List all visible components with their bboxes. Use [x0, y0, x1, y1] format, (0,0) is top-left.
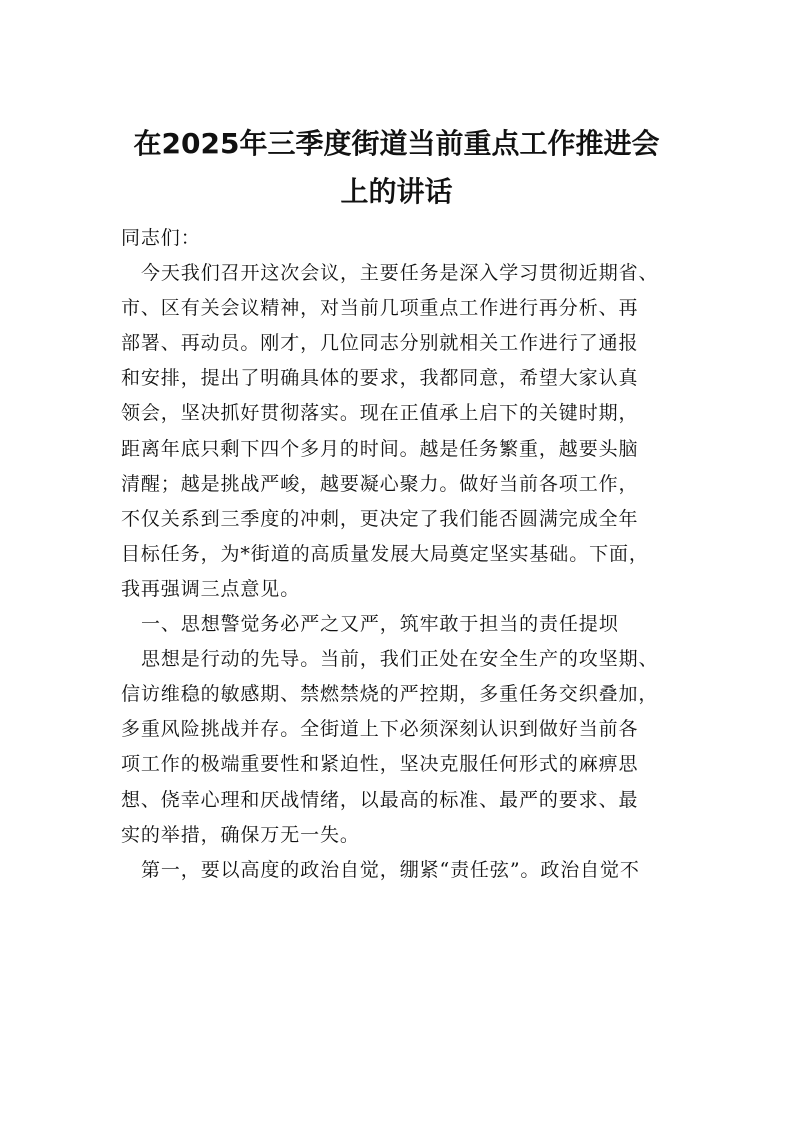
- text-line: 一、思想警觉务必严之又严，筑牢敢于担当的责任提坝: [141, 613, 619, 636]
- text-line: 信访维稳的敏感期、禁燃禁烧的严控期，多重任务交织叠加，: [121, 683, 659, 706]
- text-line: 和安排，提出了明确具体的要求，我都同意，希望大家认真: [121, 367, 639, 390]
- text-line: 清醒；越是挑战严峻，越要凝心聚力。做好当前各项工作，: [121, 472, 639, 495]
- text-line: 多重风险挑战并存。全街道上下必须深刻认识到做好当前各: [121, 718, 639, 741]
- text-line: 距离年底只剩下四个多月的时间。越是任务繁重，越要头脑: [121, 437, 639, 460]
- text-line: 部署、再动员。刚才，几位同志分别就相关工作进行了通报: [121, 332, 639, 355]
- text-line: 我再强调三点意见。: [121, 577, 301, 600]
- text-line: 今天我们召开这次会议，主要任务是深入学习贯彻近期省、: [141, 262, 659, 285]
- text-line: 领会，坚决抓好贯彻落实。现在正值承上启下的关键时期，: [121, 402, 639, 425]
- text-line: 实的举措，确保万无一失。: [121, 823, 360, 846]
- text-line: 思想是行动的先导。当前，我们正处在安全生产的攻坚期、: [141, 648, 659, 671]
- document-body: [121, 221, 681, 888]
- document-title-line-2: 上的讲话: [340, 175, 453, 208]
- text-line: 同志们：: [121, 227, 201, 249]
- document-title-line-1: 在2025年三季度街道当前重点工作推进会: [133, 127, 660, 160]
- text-line: 第一，要以高度的政治自觉，绷紧“责任弦”。政治自觉不: [141, 858, 640, 881]
- text-line: 不仅关系到三季度的冲刺，更决定了我们能否圆满完成全年: [121, 507, 639, 530]
- text-line: 市、区有关会议精神，对当前几项重点工作进行再分析、再: [121, 297, 639, 320]
- text-line: 目标任务，为*街道的高质量发展大局奠定坚实基础。下面，: [121, 542, 649, 565]
- text-line: 想、侥幸心理和厌战情绪，以最高的标准、最严的要求、最: [121, 788, 639, 811]
- text-line: 项工作的极端重要性和紧迫性，坚决克服任何形式的麻痹思: [121, 753, 639, 776]
